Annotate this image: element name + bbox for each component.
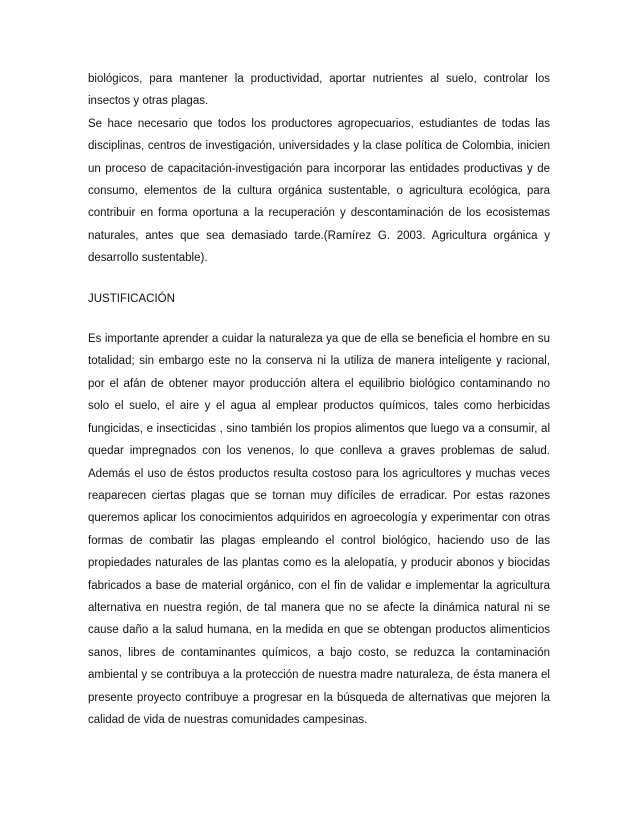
- justification-paragraph: Es importante aprender a cuidar la naturaleza ya que de ella se beneficia el hombre en su totalidad; sin embargo este no la conserva ni la utiliza de manera inteligente y racional, por el afán de obtener mayor producción altera el equilibrio biológico contaminando no solo el suelo, el aire y el agua al emplear productos químicos, tales como herbicidas fungicidas, e insecticidas , sino también los propios alimentos que luego va a consumir, al quedar impregnados con los venenos, lo que conlleva a graves problemas de salud. Además el uso de éstos productos resulta costoso para los agricultores y muchas veces reaparecen ciertas plagas que se tornan muy difíciles de erradicar. Por estas razones queremos aplicar los conocimientos adquiridos en agroecología y experimentar con otras formas de combatir las plagas empleando el control biológico, haciendo uso de las propiedades naturales de las plantas como es la alelopatía, y producir abonos y biocidas fabricados a base de material orgánico, con el fin de validar e implementar la agricultura alternativa en nuestra región, de tal manera que no se afecte la dinámica natural ni se cause daño a la salud humana, en la medida en que se obtengan productos alimenticios sanos, libres de contaminantes químicos, a bajo costo, se reduzca la contaminación ambiental y se contribuya a la protección de nuestra madre naturaleza, de ésta manera el presente proyecto contribuye a progresar en la búsqueda de alternativas que mejoren la calidad de vida de nuestras comunidades campesinas.: [88, 333, 550, 726]
- spacer: [88, 310, 550, 328]
- intro-paragraph-1: biológicos, para mantener la productividad, aportar nutrientes al suelo, controlar los insectos y otras plagas.: [88, 73, 550, 108]
- spacer: [88, 270, 550, 288]
- intro-paragraph-2: Se hace necesario que todos los productores agropecuarios, estudiantes de todas las disciplinas, centros de investigación, universidades y la clase política de Colombia, inicien un proceso de capacitación-investigación para incorporar las entidades productivas y de consumo, elementos de la cultura orgánica sustentable, o agricultura ecológica, para contribuir en forma oportuna a la recuperación y descontaminación de los ecosistemas naturales, antes que sea demasiado tarde.(Ramírez G. 2003. Agricultura orgánica y desarrollo sustentable).: [88, 117, 550, 265]
- document-page: [88, 68, 550, 731]
- section-heading: JUSTIFICACIÓN: [88, 292, 175, 305]
